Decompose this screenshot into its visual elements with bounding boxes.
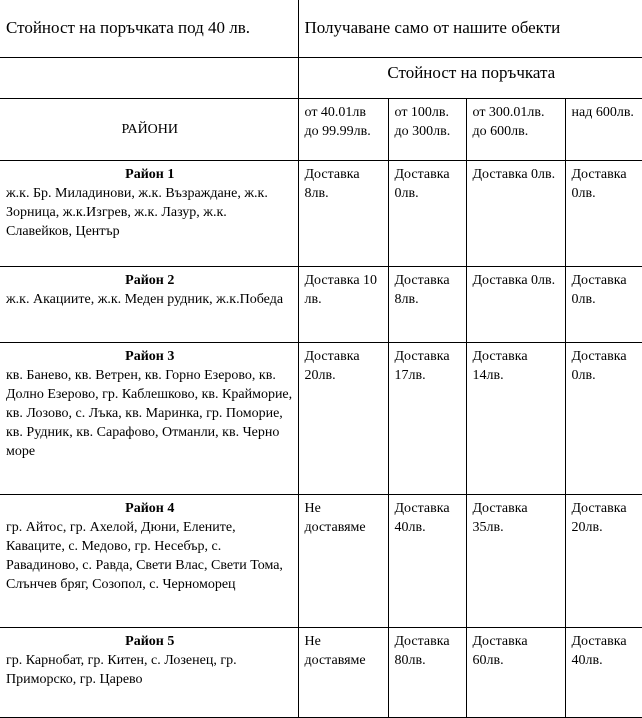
price-cell: Доставка 0лв. xyxy=(565,266,642,342)
price-cell: Не доставяме xyxy=(298,494,388,627)
price-cell: Доставка 20лв. xyxy=(298,342,388,494)
district-areas: ж.к. Бр. Миладинови, ж.к. Възраждане, ж.к. Зорница, ж.к.Изгрев, ж.к. Лазур, ж.к. Славейков, Център xyxy=(6,185,268,239)
price-cell: Не доставяме xyxy=(298,627,388,717)
price-cell: Доставка 20лв. xyxy=(565,494,642,627)
price-cell: Доставка 17лв. xyxy=(388,342,466,494)
price-cell: Доставка 0лв. xyxy=(466,266,565,342)
range-header-4: над 600лв. xyxy=(565,98,642,160)
district-name: Район 3 xyxy=(125,348,175,364)
price-cell: Доставка 0лв. xyxy=(388,160,466,266)
price-cell: Доставка 14лв. xyxy=(466,342,565,494)
district-areas: гр. Карнобат, гр. Китен, с. Лозенец, гр. Приморско, гр. Царево xyxy=(6,652,237,687)
price-cell: Доставка 0лв. xyxy=(466,160,565,266)
table-row xyxy=(0,627,642,717)
range-header-3: от 300.01лв. до 600лв. xyxy=(466,98,565,160)
header-order-under-40: Стойност на поръчката под 40 лв. xyxy=(0,0,298,57)
price-cell: Доставка 0лв. xyxy=(565,160,642,266)
header-pickup-only: Получаване само от нашите обекти xyxy=(298,0,642,57)
district-cell xyxy=(0,494,298,627)
price-cell: Доставка 60лв. xyxy=(466,627,565,717)
district-cell xyxy=(0,627,298,717)
district-name: Район 1 xyxy=(125,166,175,182)
header-order-value: Стойност на поръчката xyxy=(298,57,642,98)
table-row xyxy=(0,160,642,266)
price-cell: Доставка 80лв. xyxy=(388,627,466,717)
range-header-2: от 100лв. до 300лв. xyxy=(388,98,466,160)
district-name: Район 2 xyxy=(125,272,175,288)
district-cell xyxy=(0,160,298,266)
empty-header-cell xyxy=(0,57,298,98)
table-row xyxy=(0,266,642,342)
price-cell: Доставка 40лв. xyxy=(388,494,466,627)
district-name: Район 4 xyxy=(125,500,175,516)
price-cell: Доставка 10 лв. xyxy=(298,266,388,342)
price-cell: Доставка 8лв. xyxy=(388,266,466,342)
range-header-1: от 40.01лв до 99.99лв. xyxy=(298,98,388,160)
price-cell: Доставка 35лв. xyxy=(466,494,565,627)
district-cell xyxy=(0,342,298,494)
price-cell: Доставка 40лв. xyxy=(565,627,642,717)
district-name: Район 5 xyxy=(125,633,175,649)
district-areas: гр. Айтос, гр. Ахелой, Дюни, Елените, Каваците, с. Медово, гр. Несебър, с. Равадиново, с. Равда, Свети Влас, Свети Тома, Слънчев бряг, Созопол, с. Черноморец xyxy=(6,519,283,592)
price-cell: Доставка 0лв. xyxy=(565,342,642,494)
districts-column-header: РАЙОНИ xyxy=(0,98,298,160)
district-areas: кв. Банево, кв. Ветрен, кв. Горно Езерово, кв. Долно Езерово, гр. Каблешково, кв. Крайморие, кв. Лозово, с. Лъка, кв. Маринка, гр. Поморие, кв. Рудник, кв. Сарафово, Отманли, кв. Черно море xyxy=(6,367,293,459)
table-row xyxy=(0,342,642,494)
district-areas: ж.к. Акациите, ж.к. Меден рудник, ж.к.Победа xyxy=(6,291,284,307)
price-cell: Доставка 8лв. xyxy=(298,160,388,266)
table-row xyxy=(0,494,642,627)
district-cell xyxy=(0,266,298,342)
